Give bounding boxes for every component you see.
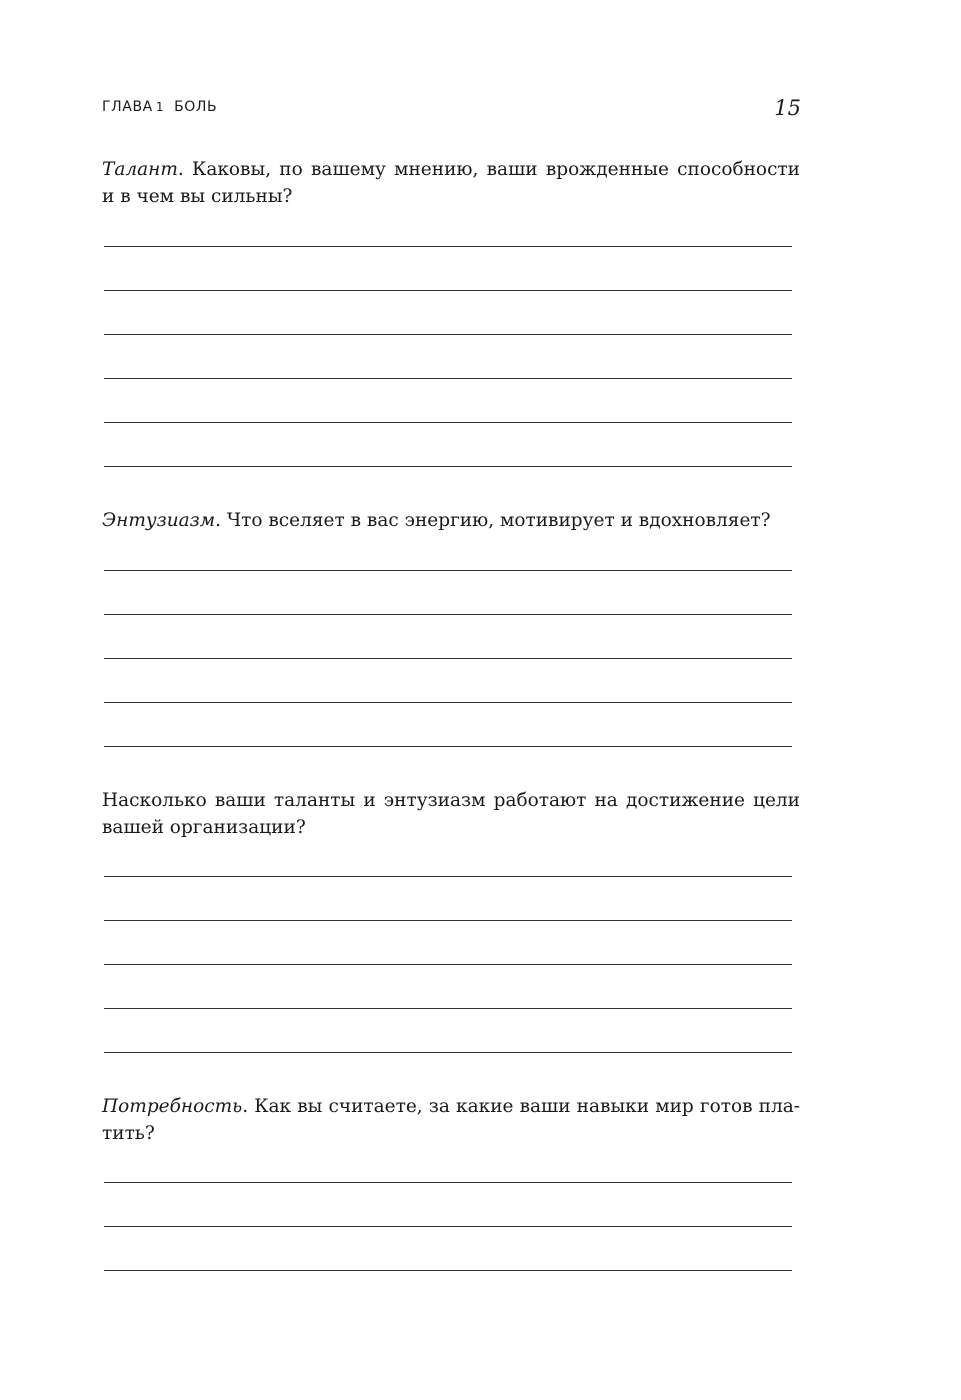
answer-line[interactable] <box>104 746 792 747</box>
question-alignment <box>102 787 800 841</box>
answer-line[interactable] <box>104 920 792 921</box>
answer-line[interactable] <box>104 334 792 335</box>
chapter-label: ГЛАВА <box>102 99 153 115</box>
question-text: . Как вы считаете, за какие ваши навыки мир готов платить? <box>102 1096 800 1144</box>
running-head <box>102 99 217 115</box>
answer-line[interactable] <box>104 1226 792 1227</box>
answer-line[interactable] <box>104 378 792 379</box>
answer-line[interactable] <box>104 246 792 247</box>
question-term: Потребность <box>102 1096 243 1117</box>
question-term: Энтузиазм <box>102 510 216 531</box>
chapter-title: БОЛЬ <box>174 99 218 115</box>
answer-line[interactable] <box>104 570 792 571</box>
question-text: . Что вселяет в вас энергию, мотивирует и вдохновляет? <box>215 510 771 531</box>
answer-line[interactable] <box>104 1270 792 1271</box>
chapter-number: 1 <box>155 100 165 114</box>
question-term: Талант <box>102 159 178 180</box>
question-need <box>102 1093 800 1147</box>
answer-line[interactable] <box>104 1182 792 1183</box>
answer-line[interactable] <box>104 466 792 467</box>
answer-line[interactable] <box>104 1052 792 1053</box>
answer-line[interactable] <box>104 290 792 291</box>
answer-line[interactable] <box>104 614 792 615</box>
answer-line[interactable] <box>104 422 792 423</box>
answer-line[interactable] <box>104 876 792 877</box>
answer-line[interactable] <box>104 702 792 703</box>
answer-line[interactable] <box>104 964 792 965</box>
question-text: Насколько ваши таланты и энтузиазм работают на достижение цели вашей организации? <box>102 790 800 838</box>
question-talent <box>102 156 800 210</box>
question-enthusiasm <box>102 507 800 534</box>
page-number: 15 <box>774 96 801 120</box>
answer-line[interactable] <box>104 1008 792 1009</box>
answer-line[interactable] <box>104 658 792 659</box>
question-text: . Каковы, по вашему мнению, ваши врожденные способности и в чем вы сильны? <box>102 159 800 207</box>
